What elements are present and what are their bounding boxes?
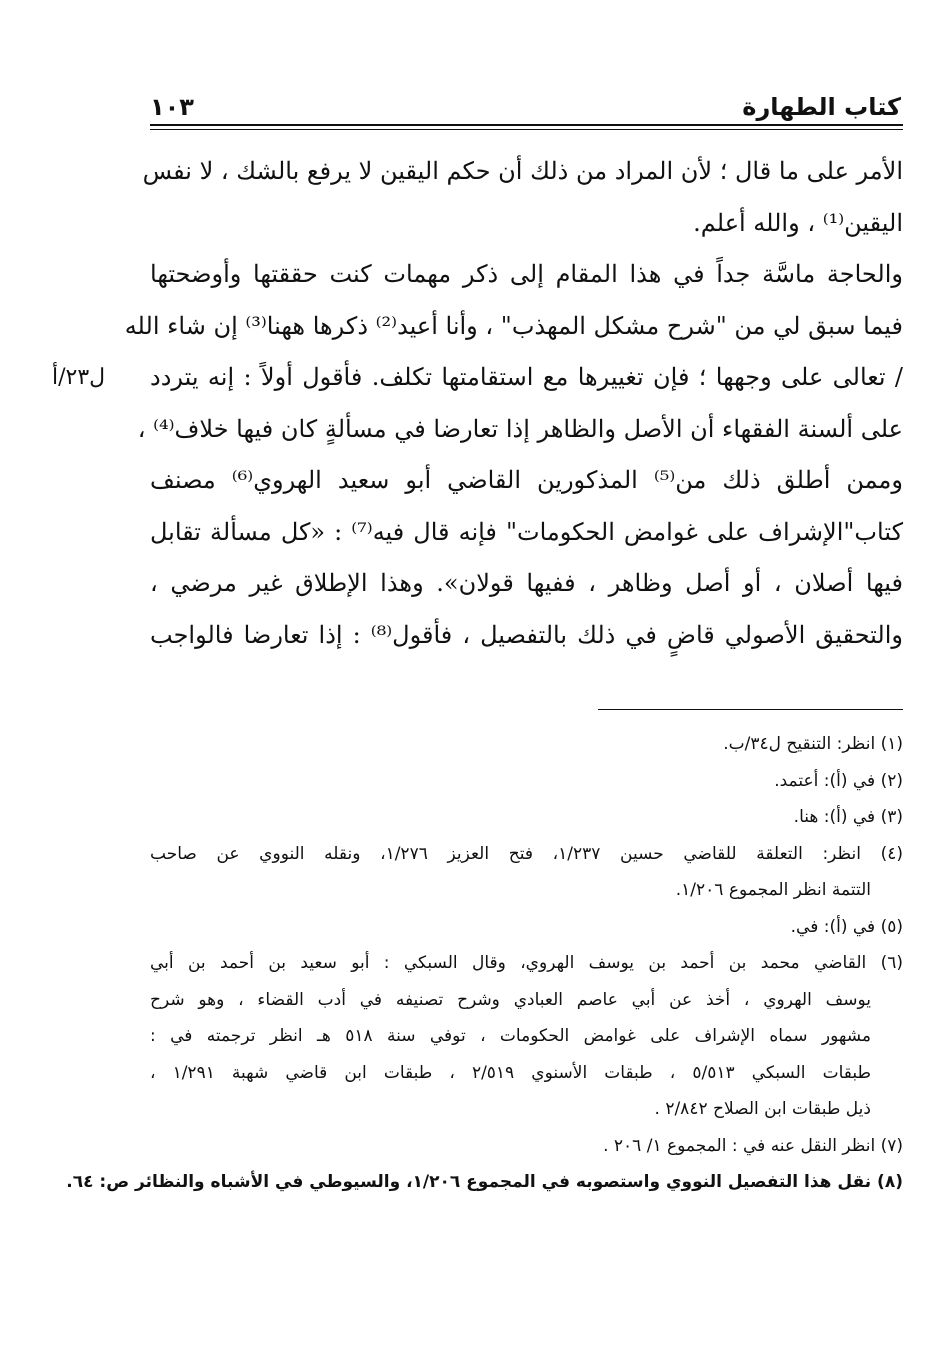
footnote-continuation: طبقات السبكي ٥/٥١٣ ، طبقات الأسنوي ٢/٥١٩ ، طبقات ابن قاضي شهبة ١/٢٩١ ،	[150, 1062, 872, 1083]
footnote: (١) انظر: التنقيح ل٣٤/ب.	[723, 734, 903, 754]
footnote: (٥) في (أ): في.	[790, 916, 903, 937]
footnote-continuation: يوسف الهروي ، أخذ عن أبي عاصم العبادي وشرح تصنيفه في أدب القضاء ، وهو شرح	[150, 989, 871, 1010]
text-line: / تعالى على وجهها ؛ فإن تغييرها مع استقامتها تكلف. فأقول أولاً : إنه يتردد	[150, 363, 903, 391]
text-line: والحاجة ماسَّة جداً في هذا المقام إلى ذكر مهمات كنت حققتها وأوضحتها	[150, 260, 903, 288]
footnote: (٣) في (أ): هنا.	[793, 807, 903, 827]
footnote: (٢) في (أ): أعتمد.	[774, 770, 903, 791]
footnote-continuation: مشهور سماه الإشراف على غوامض الحكومات ، توفي سنة ٥١٨ هـ انظر ترجمته في :	[150, 1026, 871, 1046]
text-line: وممن أطلق ذلك من⁽⁵⁾ المذكورين القاضي أبو سعيد الهروي⁽⁶⁾ مصنف	[150, 466, 903, 494]
header-rule-thin	[150, 129, 903, 130]
text-line: فيما سبق لي من "شرح مشكل المهذب" ، وأنا أعيد⁽²⁾ ذكرها ههنا⁽³⁾ إن شاء الله	[124, 311, 903, 340]
text-line: اليقين⁽¹⁾ ، والله أعلم.	[693, 208, 903, 237]
text-line: على ألسنة الفقهاء أن الأصل والظاهر إذا تعارضا في مسألةٍ كان فيها خلاف⁽⁴⁾ ،	[137, 414, 903, 443]
header-rule	[150, 124, 903, 126]
footnote-continuation: التتمة انظر المجموع ١/٢٠٦.	[675, 880, 871, 900]
text-line: والتحقيق الأصولي قاضٍ في ذلك بالتفصيل ، فأقول⁽⁸⁾ : إذا تعارضا فالواجب	[150, 620, 903, 649]
footnote: (٤) انظر: التعلقة للقاضي حسين ١/٢٣٧، فتح العزيز ١/٢٧٦، ونقله النووي عن صاحب	[150, 843, 904, 864]
footnote: (٨) نقل هذا التفصيل النووي واستصوبه في المجموع ١/٢٠٦، والسيوطي في الأشباه والنظائر ص: ٦٤.	[66, 1172, 903, 1192]
text-line: الأمر على ما قال ؛ لأن المراد من ذلك أن حكم اليقين لا يرفع بالشك ، لا نفس	[142, 157, 903, 185]
footnote-continuation: ذيل طبقات ابن الصلاح ٢/٨٤٢ .	[654, 1099, 871, 1119]
footnote-separator	[598, 709, 903, 710]
text-line: فيها أصلان ، أو أصل وظاهر ، ففيها قولان». وهذا الإطلاق غير مرضي ،	[150, 569, 903, 597]
manuscript-folio-note: ل٢٣/أ	[52, 365, 106, 390]
page-header	[150, 88, 901, 122]
footnotes	[66, 726, 904, 1201]
page-number: ١٠٣	[150, 93, 194, 121]
footnote: (٧) انظر النقل عنه في : المجموع ١/ ٢٠٦ .	[603, 1135, 903, 1156]
running-title: كتاب الطهارة	[742, 93, 901, 121]
footnote: (٦) القاضي محمد بن أحمد بن يوسف الهروي، وقال السبكي : أبو سعيد بن أحمد بن أبي	[150, 953, 903, 973]
text-line: كتاب"الإشراف على غوامض الحكومات" فإنه قال فيه⁽⁷⁾ : «كل مسألة تقابل	[150, 517, 903, 546]
main-text	[124, 146, 903, 661]
